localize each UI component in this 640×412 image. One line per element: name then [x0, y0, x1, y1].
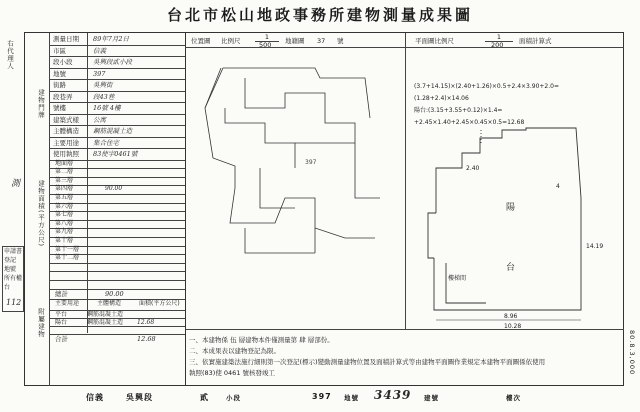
floor-label: 第五層 [55, 193, 74, 201]
annex-label: 平台 [55, 310, 68, 318]
owner-box-line: 登記 [4, 257, 17, 264]
owner-value: 112 [6, 298, 22, 307]
plan-scale-den: 200 [491, 41, 504, 49]
form-row-label: 測量日期 [53, 35, 79, 43]
plan-scale-num: 1 [496, 33, 502, 41]
footer-build-no: 3439 [374, 388, 412, 402]
annex-label: 陽台 [55, 318, 68, 326]
annex-struct: 鋼筋混凝土造 [87, 310, 124, 318]
floor-label: 地面層 [55, 159, 74, 167]
owner-box [2, 246, 24, 312]
note-line: 三、依實施建築法施行細則第一次登記(標示)變動測量建物位置及面積計算式等由建物平面圖作業規定本建物平面圖係依使用 [189, 358, 546, 366]
location-label: 位置圖 [191, 37, 211, 45]
group-building-label: 建物門牌 [37, 89, 45, 119]
location-map [185, 48, 405, 328]
footer-city: 信義 [86, 393, 104, 402]
location-scale-label: 比例尺 [221, 37, 241, 45]
location-sheet: 地籍圖 [285, 37, 305, 45]
floor-label: 第二層 [55, 168, 74, 176]
form-row-label: 使用執照 [53, 150, 79, 158]
floor-label: 第九層 [55, 228, 74, 236]
form-row-value: 段43巷 [93, 92, 115, 101]
location-lot: 397 [305, 159, 317, 166]
plan-label-floor: 4 [556, 183, 560, 190]
owner-box-line: 申請書 [4, 248, 23, 255]
annex-header: 面積(平方公尺) [139, 299, 180, 307]
plan-dim: 2.40 [466, 165, 480, 172]
form-row-value: 吳興段貳小段 [93, 58, 132, 66]
form-row-label: 街路 [53, 81, 66, 89]
annex-struct: 鋼筋混凝土造 [87, 318, 124, 326]
notes [189, 335, 545, 379]
form-row-value: 鋼筋混凝土造 [93, 127, 132, 135]
floor-label: 第六層 [55, 202, 74, 210]
form-row-label: 段巷弄 [53, 92, 73, 101]
form-row-value: 397 [93, 69, 106, 78]
floor-label: 第三層 [55, 176, 74, 184]
plan-label-bottom: 台 [506, 263, 516, 273]
annex-total-value: 12.68 [137, 334, 156, 343]
form-row-label: 主要用途 [53, 138, 79, 147]
side-label: 右代理人 [6, 40, 14, 70]
group-area-label: 建物面積(平方公尺) [37, 179, 45, 247]
plan-dim: 10.28 [504, 323, 522, 328]
plan-unit: 面積計算式 [519, 37, 552, 45]
document-title: 台北市松山地政事務所建物測量成果圖 [166, 6, 473, 24]
floor-label: 第十層 [55, 236, 74, 244]
document-frame [24, 32, 624, 386]
total-label: 總計 [55, 289, 68, 298]
plan-formula: (3.7+14.15)×(2.40+1.26)×0.5+2.4×3.90+2.0= [414, 83, 560, 90]
floor-label: 第七層 [55, 211, 74, 219]
plan-formula: +2.45×1.40+2.45×0.45×0.5=12.68 [414, 119, 525, 126]
floor-label: 第四層 [55, 185, 74, 193]
form-row-label: 市區 [53, 46, 66, 55]
location-sheet-unit: 號 [337, 37, 344, 45]
floor-label: 第十二層 [55, 254, 80, 262]
form-row-value: 信義 [93, 46, 106, 55]
note-line: 一、本建物係 伍 層建物本件僅測量第 肆 層部份。 [189, 336, 334, 344]
annex-header: 主要用途 [55, 299, 80, 307]
location-sheet-no: 37 [317, 37, 326, 45]
form-table [25, 33, 186, 386]
annex-group-label: 附屬建物 [37, 307, 45, 338]
plan-formula: (1.28+2.4)×14.06 [414, 95, 469, 102]
form-row-value: 83使字0461號 [93, 150, 138, 158]
plan-formula: 陽台:(3.15+3.55+0.12)×1.4= [414, 107, 503, 114]
plan-dim: 14.19 [586, 243, 604, 250]
owner-box-line: 地號 [4, 266, 17, 273]
form-row-value: 集合住宅 [93, 138, 119, 147]
owner-box-line: 所有權 [4, 275, 23, 282]
form-row-value: 吳興街 [93, 81, 113, 89]
floor-label: 第八層 [55, 219, 74, 227]
form-row-label: 地號 [53, 69, 66, 78]
annex-value: 12.68 [137, 318, 155, 326]
footer [0, 390, 640, 408]
annex-header: 主體構造 [97, 299, 122, 307]
form-row-value: 16號 4樓 [93, 104, 121, 112]
footer-lot: 397 [312, 392, 332, 401]
floor-value: 90.00 [105, 185, 123, 193]
floor-plan [406, 48, 624, 328]
form-row-value: 公寓 [93, 115, 106, 124]
form-row-label: 建築式樣 [53, 115, 79, 124]
footer-sub: 貳 [200, 393, 209, 402]
form-row-label: 號樓 [53, 104, 66, 112]
form-row-label: 主體構造 [53, 127, 79, 135]
footer-section: 吳興段 [126, 393, 153, 402]
plan-dim: 8.96 [504, 313, 518, 320]
location-scale-num: 1 [264, 33, 270, 41]
footer-build-label: 建號 [424, 394, 439, 402]
footer-floor-label: 樓次 [506, 394, 521, 402]
plan-label-top: 陽 [506, 203, 516, 213]
form-row-label: 段小段 [53, 58, 73, 66]
location-scale-den: 500 [259, 41, 272, 49]
footer-sub-label: 小段 [226, 394, 241, 402]
footer-lot-label: 地號 [344, 394, 359, 402]
owner-box-line: 台 [4, 284, 11, 291]
form-stamp-number: 80.8.3,000 [628, 330, 636, 376]
plan-scale-label: 平面圖比例尺 [415, 37, 454, 45]
form-row-value: 89年7月2日 [93, 35, 130, 43]
plan-label-stair: 樓梯間 [448, 275, 467, 282]
note-line: 二、本成果表以建物登記為限。 [189, 347, 280, 355]
floor-label: 第十一層 [55, 245, 80, 253]
side-stamp: 測 [9, 178, 19, 188]
note-line: 執照(83)使 0461 號核發竣工 [189, 369, 276, 377]
annex-total-label: 合計 [55, 334, 68, 343]
total-value: 90.00 [105, 289, 124, 298]
